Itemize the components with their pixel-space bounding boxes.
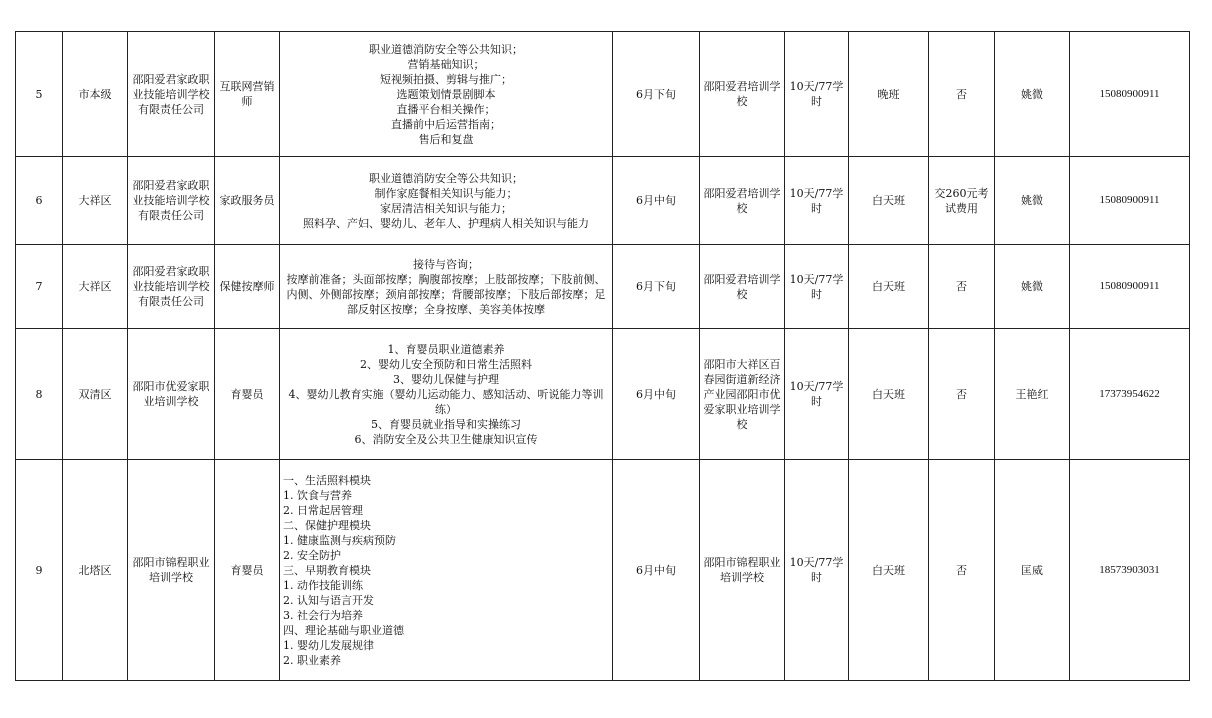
content-line: 接待与咨询；: [413, 257, 479, 271]
content-line: 一、生活照料模块: [283, 473, 371, 487]
table-row: [16, 32, 1190, 157]
district-cell: 双清区: [63, 329, 128, 460]
training-period-cell: 6月中旬: [613, 460, 700, 681]
training-hours-cell: 10天/77学时: [785, 245, 849, 329]
content-line: 二、保健护理模块: [283, 518, 371, 532]
content-line: 四、理论基础与职业道德: [283, 623, 404, 637]
row-index-cell: 8: [16, 329, 63, 460]
training-location-cell: 邵阳爱君培训学校: [700, 32, 785, 157]
institution-cell: 邵阳爱君家政职业技能培训学校有限责任公司: [128, 245, 215, 329]
class-type-cell: 白天班: [849, 157, 929, 245]
content-line: 职业道德消防安全等公共知识；: [369, 42, 523, 56]
training-period-cell: 6月下旬: [613, 32, 700, 157]
content-line: 1. 动作技能训练: [283, 578, 363, 592]
training-location-cell: 邵阳市大祥区百春园街道新经济产业园邵阳市优爱家职业培训学校: [700, 329, 785, 460]
class-type-cell: 晚班: [849, 32, 929, 157]
contact-person-cell: 姚微: [995, 157, 1070, 245]
contact-phone-cell: 17373954622: [1070, 329, 1190, 460]
content-line: 1. 饮食与营养: [283, 488, 352, 502]
content-line: 2. 安全防护: [283, 548, 341, 562]
content-line: 5、育婴员就业指导和实操练习: [371, 417, 521, 431]
profession-cell: 家政服务员: [215, 157, 280, 245]
table-row: [16, 157, 1190, 245]
fee-cell: 否: [929, 460, 995, 681]
table-body: [16, 32, 1190, 681]
fee-cell: 否: [929, 329, 995, 460]
content-line: 短视频拍摄、剪辑与推广；: [380, 72, 512, 86]
contact-person-cell: 匡威: [995, 460, 1070, 681]
content-line: 6、消防安全及公共卫生健康知识宣传: [354, 432, 538, 446]
content-line: 职业道德消防安全等公共知识；: [369, 171, 523, 185]
training-hours-cell: 10天/77学时: [785, 157, 849, 245]
content-line: 2、婴幼儿安全预防和日常生活照料: [360, 357, 532, 371]
content-line: 4、婴幼儿教育实施（婴幼儿运动能力、感知活动、听说能力等训练）: [288, 387, 604, 416]
content-line: 售后和复盘: [418, 132, 474, 146]
content-line: 2. 日常起居管理: [283, 503, 363, 517]
class-type-cell: 白天班: [849, 460, 929, 681]
profession-cell: 保健按摩师: [215, 245, 280, 329]
row-index-cell: 7: [16, 245, 63, 329]
content-line: 直播平台相关操作；: [396, 102, 496, 116]
table-row: [16, 245, 1190, 329]
content-line: 营销基础知识；: [407, 57, 485, 71]
table-row: [16, 460, 1190, 681]
institution-cell: 邵阳市锦程职业培训学校: [128, 460, 215, 681]
training-period-cell: 6月中旬: [613, 157, 700, 245]
content-line: 照料孕、产妇、婴幼儿、老年人、护理病人相关知识与能力: [303, 216, 589, 230]
content-line: 3、婴幼儿保健与护理: [393, 372, 499, 386]
district-cell: 北塔区: [63, 460, 128, 681]
contact-person-cell: 姚微: [995, 32, 1070, 157]
district-cell: 大祥区: [63, 245, 128, 329]
institution-cell: 邵阳爱君家政职业技能培训学校有限责任公司: [128, 157, 215, 245]
content-line: 直播前中后运营指南；: [391, 117, 501, 131]
row-index-cell: 9: [16, 460, 63, 681]
content-line: 3. 社会行为培养: [283, 608, 363, 622]
training-schedule-table: [15, 31, 1190, 681]
training-content-cell: [280, 460, 613, 681]
table-row: [16, 329, 1190, 460]
profession-cell: 育婴员: [215, 460, 280, 681]
content-line: 2. 认知与语言开发: [283, 593, 374, 607]
training-content-cell: [280, 32, 613, 157]
district-cell: 大祥区: [63, 157, 128, 245]
content-line: 1. 健康监测与疾病预防: [283, 533, 396, 547]
training-hours-cell: 10天/77学时: [785, 32, 849, 157]
fee-cell: 交260元考试费用: [929, 157, 995, 245]
class-type-cell: 白天班: [849, 329, 929, 460]
training-content-cell: [280, 245, 613, 329]
row-index-cell: 6: [16, 157, 63, 245]
training-location-cell: 邵阳爱君培训学校: [700, 245, 785, 329]
training-hours-cell: 10天/77学时: [785, 329, 849, 460]
contact-phone-cell: 15080900911: [1070, 32, 1190, 157]
training-period-cell: 6月中旬: [613, 329, 700, 460]
fee-cell: 否: [929, 32, 995, 157]
content-line: 1. 婴幼儿发展规律: [283, 638, 374, 652]
contact-person-cell: 姚微: [995, 245, 1070, 329]
class-type-cell: 白天班: [849, 245, 929, 329]
contact-phone-cell: 15080900911: [1070, 157, 1190, 245]
content-line: 制作家庭餐相关知识与能力；: [374, 186, 518, 200]
content-line: 1、育婴员职业道德素养: [387, 342, 505, 356]
district-cell: 市本级: [63, 32, 128, 157]
training-period-cell: 6月下旬: [613, 245, 700, 329]
training-location-cell: 邵阳市锦程职业培训学校: [700, 460, 785, 681]
fee-cell: 否: [929, 245, 995, 329]
training-content-cell: [280, 329, 613, 460]
content-line: 选题策划情景剧脚本: [396, 87, 496, 101]
contact-phone-cell: 18573903031: [1070, 460, 1190, 681]
row-index-cell: 5: [16, 32, 63, 157]
institution-cell: 邵阳爱君家政职业技能培训学校有限责任公司: [128, 32, 215, 157]
institution-cell: 邵阳市优爱家职业培训学校: [128, 329, 215, 460]
contact-person-cell: 王艳红: [995, 329, 1070, 460]
training-hours-cell: 10天/77学时: [785, 460, 849, 681]
profession-cell: 互联网营销师: [215, 32, 280, 157]
contact-phone-cell: 15080900911: [1070, 245, 1190, 329]
content-line: 家居清洁相关知识与能力；: [380, 201, 512, 215]
training-location-cell: 邵阳爱君培训学校: [700, 157, 785, 245]
content-line: 按摩前准备；头面部按摩；胸腹部按摩；上肢部按摩；下肢前侧、内侧、外侧部按摩；颈肩部按摩；背腰部按摩；下肢后部按摩；足部反射区按摩；全身按摩、美容美体按摩: [286, 272, 606, 316]
content-line: 2. 职业素养: [283, 653, 341, 667]
profession-cell: 育婴员: [215, 329, 280, 460]
content-line: 三、早期教育模块: [283, 563, 371, 577]
training-content-cell: [280, 157, 613, 245]
